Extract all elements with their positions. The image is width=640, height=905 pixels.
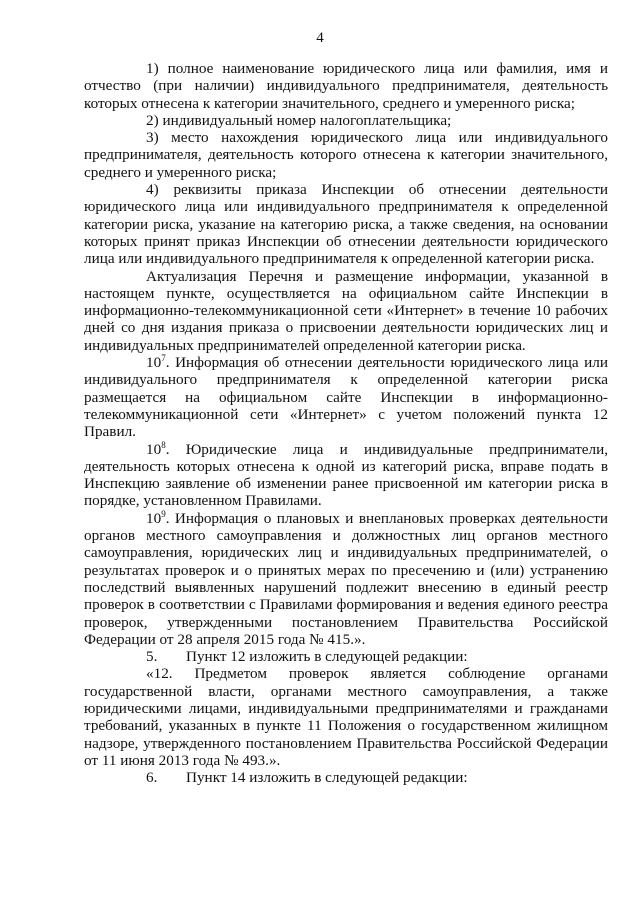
paragraph-text: . Информация о плановых и внеплановых проверках деятельности органов местного самоуправления и должностных лиц органов местного самоуправления, юридических лиц и индивидуальных предпринимателей, о результатах проверок и о принятых мерах по пресечению и (или) устранению последствий выявленных нарушений подлежит внесению в единый реестр проверок в соответствии с Правилами формирования и ведения единого реестра проверок, утвержденными постановлением Правительства Российской Федерации от 28 апреля 2015 года № 415.».	[84, 509, 608, 648]
paragraph-superscript: 8	[161, 439, 166, 450]
point-number: 5.	[146, 648, 158, 666]
quote-point-12: «12. Предметом проверок является соблюдение органами государственной власти, органами местного самоуправления, а также юридическими лицами, индивидуальными предпринимателями и гражданами требований, указанных в пункте 11 Положения о государственном жилищном надзоре, утвержденного постановлением Правительства Российской Федерации от 11 июня 2013 года № 493.».	[84, 665, 608, 769]
actualization-paragraph: Актуализация Перечня и размещение информации, указанной в настоящем пункте, осуществляется на официальном сайте Инспекции в информационно-телекоммуникационной сети «Интернет» в течение 10 рабочих дней со дня издания приказа о присвоении деятельности юридических лиц и индивидуальных предпринимателей определенной категории риска.	[84, 267, 608, 354]
page-number: 4	[316, 30, 324, 46]
paragraph-number: 10	[146, 354, 162, 372]
item-4: 4) реквизиты приказа Инспекции об отнесении деятельности юридического лица или индивидуального предпринимателя к определенной категории риска, указание на категорию риска, а также сведения, на основании которых принят приказ Инспекции об отнесении деятельности юридического лица или индивидуального предпринимателя к определенной категории риска.	[84, 181, 608, 268]
paragraph-10-8	[84, 441, 608, 510]
item-3: 3) место нахождения юридического лица или индивидуального предпринимателя, деятельность которого отнесена к категории значительного, среднего и умеренного риска;	[84, 129, 608, 181]
paragraph-superscript: 9	[161, 508, 166, 519]
paragraph-number: 10	[146, 509, 162, 527]
point-text: Пункт 12 изложить в следующей редакции:	[186, 648, 468, 666]
point-text: Пункт 14 изложить в следующей редакции:	[186, 769, 468, 787]
point-number: 6.	[146, 769, 158, 787]
paragraph-text: . Юридические лица и индивидуальные предприниматели, деятельность которых отнесена к одной из категорий риска, вправе подать в Инспекцию заявление об изменении ранее присвоенной им категории риска в порядке, установленном Правилами.	[84, 440, 608, 510]
item-2: 2) индивидуальный номер налогоплательщика;	[146, 111, 452, 129]
point-6	[84, 769, 608, 786]
document-body	[84, 60, 608, 786]
paragraph-superscript: 7	[161, 353, 166, 364]
point-5	[84, 648, 608, 665]
paragraph-number: 10	[146, 440, 162, 458]
paragraph-10-7	[84, 354, 608, 440]
paragraph-10-9	[84, 510, 608, 648]
paragraph-text: . Информация об отнесении деятельности юридического лица или индивидуального предпринимателя к определенной категории риска размещается на официальном сайте Инспекции в информационно-телекоммуникационной сети «Интернет» с учетом положений пункта 12 Правил.	[84, 354, 608, 441]
item-1: 1) полное наименование юридического лица или фамилия, имя и отчество (при наличии) индивидуального предпринимателя, деятельность которых отнесена к категории значительного, среднего и умеренного риска;	[84, 60, 608, 112]
